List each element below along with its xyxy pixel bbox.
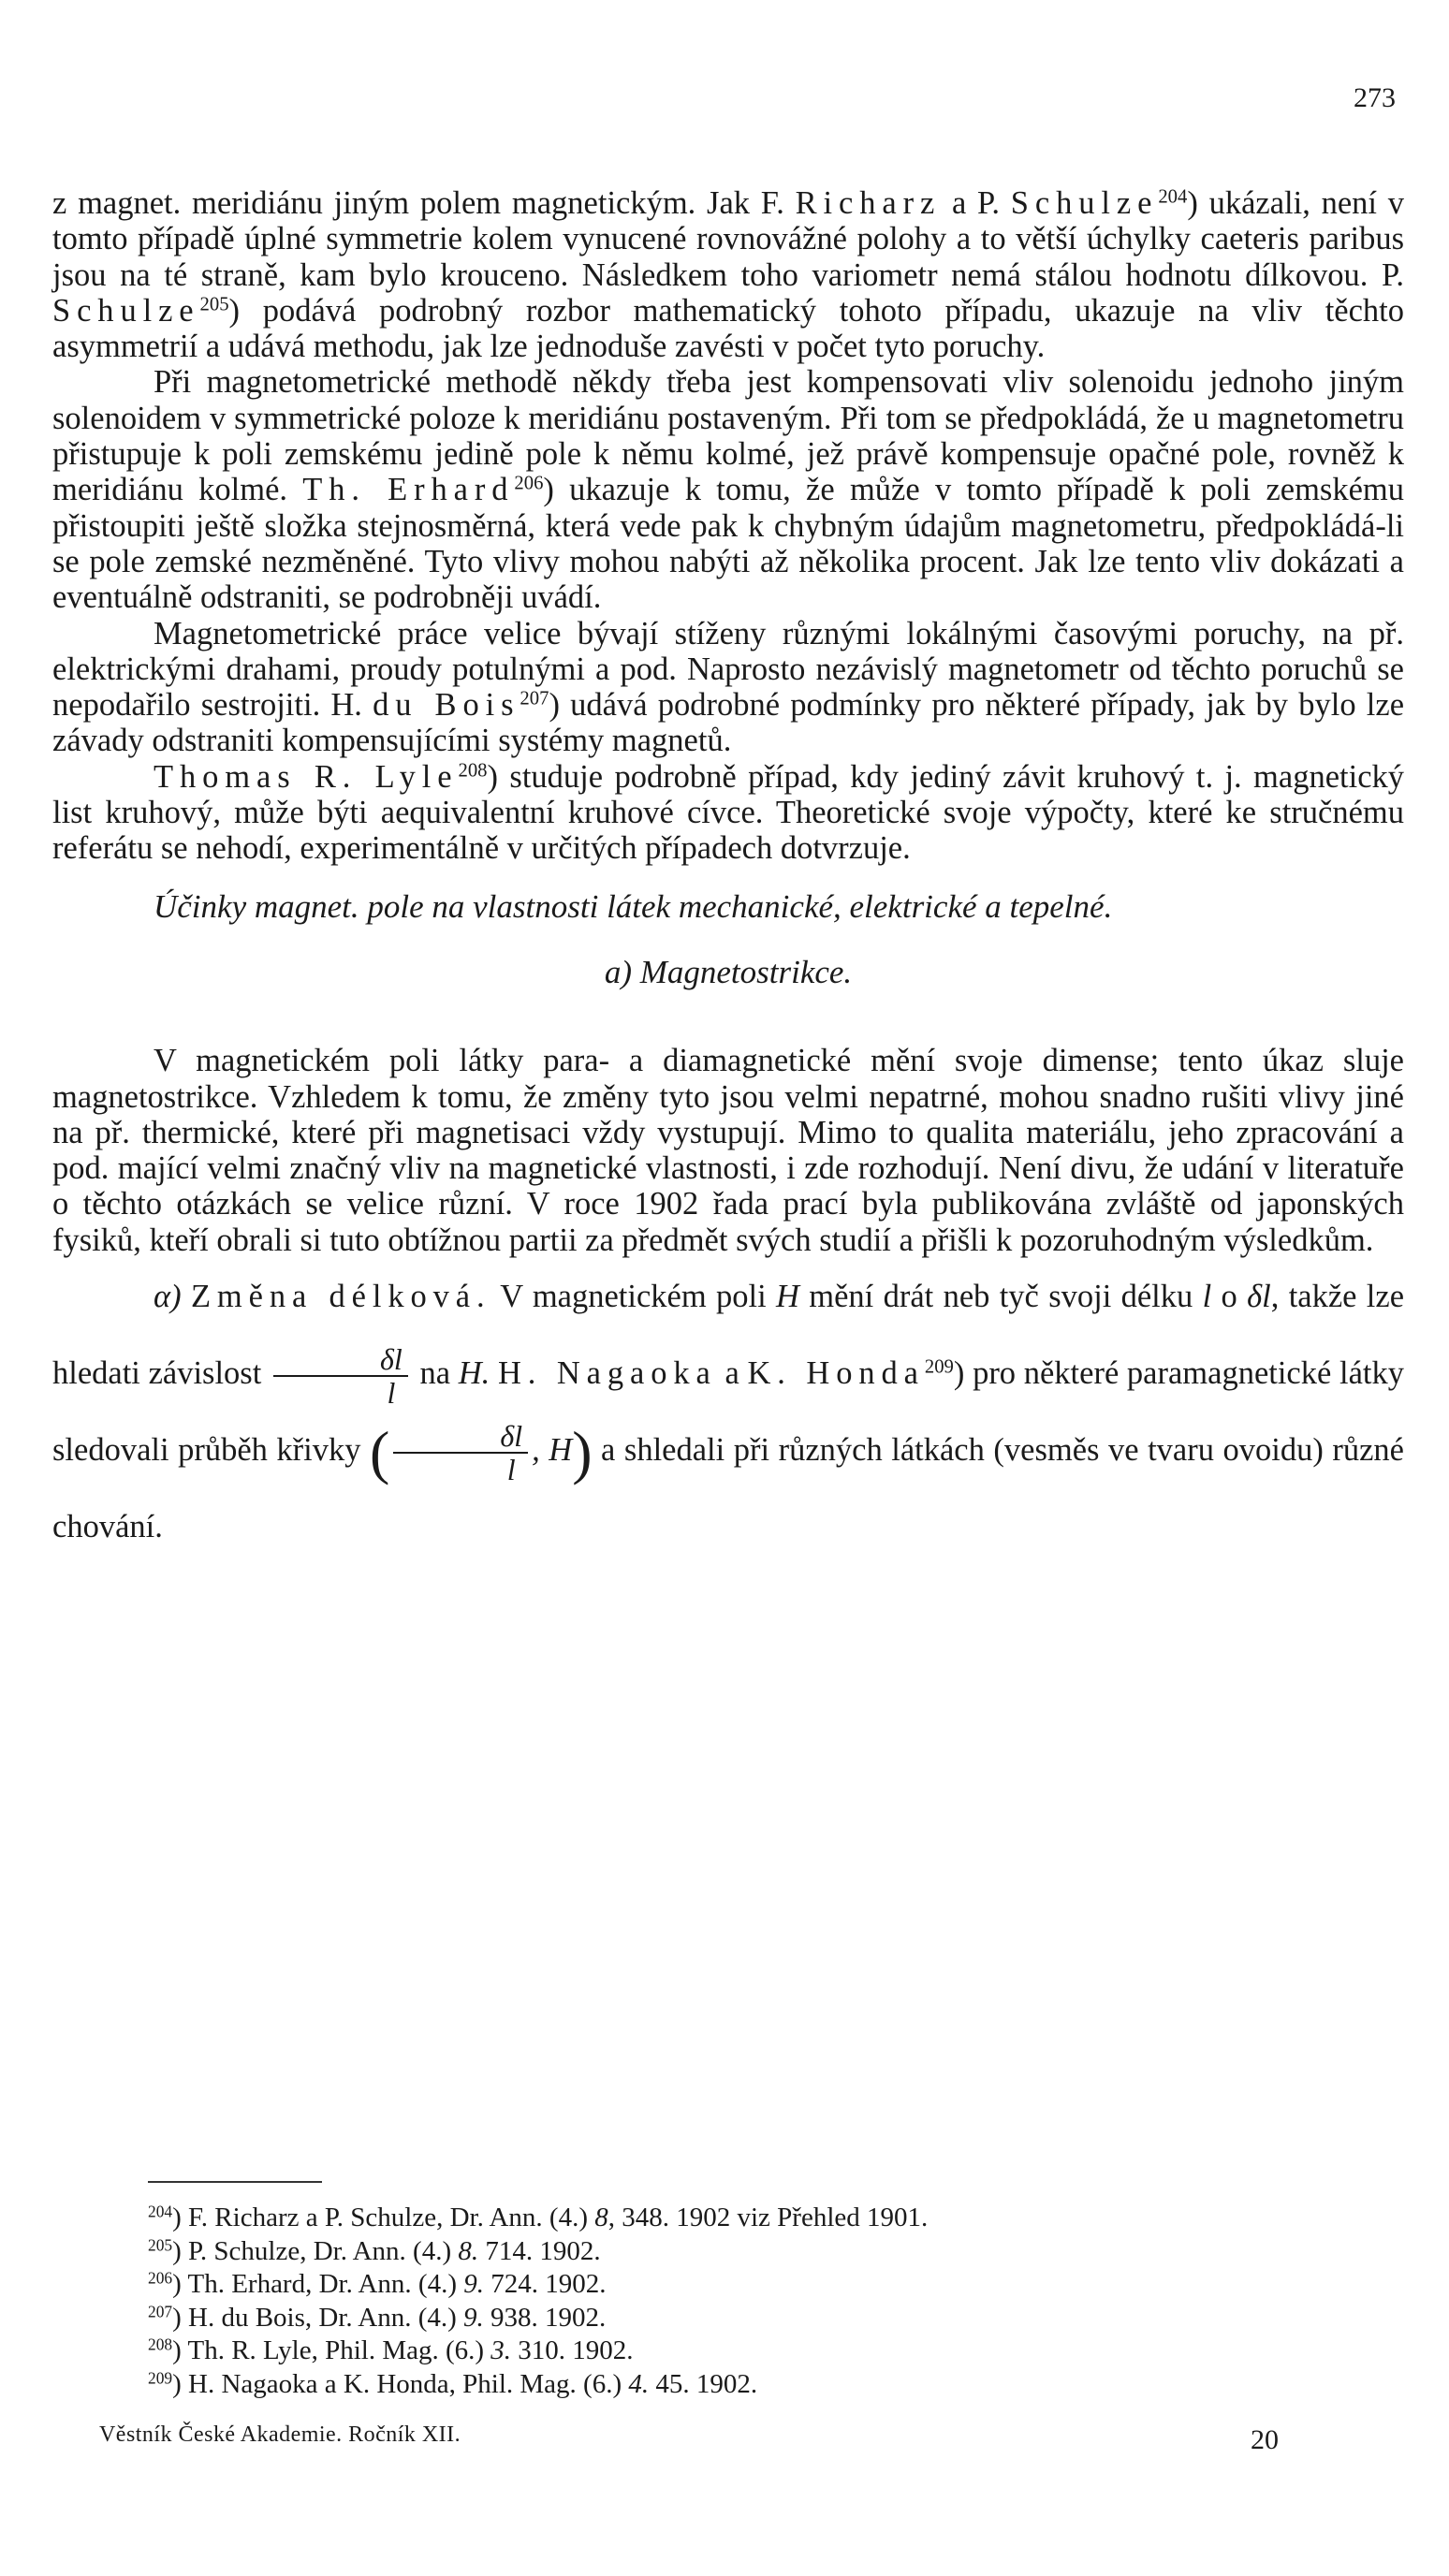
footnote-mark: 208 bbox=[148, 2334, 173, 2354]
footnote-text: ) H. Nagaoka a K. Honda, Phil. Mag. (6.) bbox=[172, 2368, 629, 2399]
section-heading: Účinky magnet. pole na vlastnosti látek mechanické, elektrické a tepelné. bbox=[154, 887, 1113, 925]
footnote-mark: 209 bbox=[148, 2367, 173, 2387]
paren-close: ) bbox=[572, 1419, 593, 1486]
text-run: ) studuje podrobně případ, kdy jediný závit kruhový t. j. magnetický list kruhový, může býti aequivalentní kruhové cívce. Theoretické svoje výpočty, které ke stručnému referátu se nehodí, experimentálně v určitých případech dotvrzuje. bbox=[52, 758, 1405, 867]
text-run: a shledali při různých látkách (vesměs ve tvaru ovoidu) různé chování. bbox=[52, 1432, 1404, 1545]
math-symbol: l bbox=[1202, 1279, 1212, 1315]
text-run: ) ukazuje k tomu, že může v tomto případě k poli zemskému přistoupiti ještě složka stejnosměrná, která vede pak k chybným údajům magnetometru, předpokládá-li se pole zemské nezměněné. Tyto vlivy mohou nabýti až několika procent. Jak lze tento vliv dokázati a eventuálně odstraniti, se podrobněji uvádí. bbox=[52, 472, 1404, 616]
text-run: a bbox=[716, 1355, 748, 1392]
footnote-mark: 204 bbox=[148, 2202, 173, 2221]
spaced-title: Změna délková. bbox=[190, 1279, 491, 1315]
footnote-mark: 205 bbox=[148, 2234, 173, 2254]
footnote-206 bbox=[148, 2268, 1402, 2302]
footnote-mark: 207 bbox=[148, 2301, 173, 2320]
text-run: Při magnetometrické methodě někdy třeba jest kompensovati vliv solenoidu jednoho jiným solenoidem v symmetrické poloze k meridiánu postaveným. Při tom se předpokládá, že u magnetometru přistupuje k poli zemskému jedině pole k němu kolmé, jež právě kompensuje opačné pole, rovněž k meridiánu kolmé. bbox=[52, 364, 1404, 508]
footnote-204 bbox=[148, 2202, 1402, 2235]
paragraph-2 bbox=[52, 364, 1404, 615]
math-symbol: , H bbox=[532, 1432, 573, 1469]
footnote-ref: 206 bbox=[514, 474, 544, 494]
text-run: ) pro některé paramagnetické látky sledovali průběh křivky bbox=[52, 1355, 1404, 1469]
footnote-volume: 4. bbox=[628, 2368, 650, 2399]
text-run: z magnet. meridiánu jiným polem magnetickým. Jak F. bbox=[52, 185, 796, 221]
text-run: Magnetometrické práce velice bývají stíženy různými lokálnými časovými poruchy, na př. elektrickými drahami, proudy potulnými a pod. Naprosto nezávislý magnetometr od těchto poruchů se nepodařilo sestrojiti. H. bbox=[52, 615, 1404, 724]
footnotes bbox=[148, 2202, 1402, 2401]
footnote-rule bbox=[148, 2181, 322, 2183]
text-run: ) podává podrobný rozbor mathematický tohoto případu, ukazuje na vliv těchto asymmetrií a udává methodu, jak lze jednoduše zavésti v počet tyto poruchy. bbox=[52, 292, 1404, 365]
fraction bbox=[393, 1420, 528, 1486]
footnote-volume: 8. bbox=[458, 2235, 479, 2266]
footnote-volume: 3. bbox=[490, 2335, 512, 2365]
text-run: mění drát neb tyč svoji délku bbox=[798, 1279, 1203, 1315]
text-run: V magnetickém poli bbox=[490, 1279, 777, 1315]
text-run: na bbox=[411, 1355, 459, 1392]
footnote-ref: 205 bbox=[199, 294, 229, 315]
footnote-text: 310. 1902. bbox=[511, 2335, 634, 2365]
author-name: Thomas R. Lyle bbox=[154, 758, 459, 795]
paragraph-6 bbox=[52, 1258, 1404, 1565]
footnote-text: 724. 1902. bbox=[484, 2269, 607, 2299]
signature-number: 20 bbox=[1251, 2424, 1279, 2455]
footnote-text: ) Th. R. Lyle, Phil. Mag. (6.) bbox=[172, 2335, 491, 2365]
author-name: du Bois bbox=[373, 687, 520, 724]
fraction bbox=[273, 1343, 408, 1409]
author-name: H. Nagaoka bbox=[497, 1355, 717, 1392]
footnote-text: ) Th. Erhard, Dr. Ann. (4.) bbox=[172, 2269, 464, 2299]
fraction-denominator: l bbox=[387, 1376, 396, 1411]
fraction-numerator: δl bbox=[393, 1420, 528, 1454]
footnote-209 bbox=[148, 2368, 1402, 2402]
footnote-text: ) P. Schulze, Dr. Ann. (4.) bbox=[172, 2235, 459, 2266]
subsection-heading: a) Magnetostrikce. bbox=[604, 953, 853, 990]
author-name: Schulze bbox=[52, 292, 200, 329]
fraction-numerator: δl bbox=[273, 1343, 408, 1377]
paragraph-5: V magnetickém poli látky para- a diamagnetické mění svoje dimense; tento úkaz sluje magnetostrikce. Vzhledem k tomu, že změny tyto jsou velmi nepatrné, mohou snadno rušiti vlivy jiné na př. thermické, které při magnetisaci vždy vystupují. Mimo to qualita materiálu, jeho zpracování a pod. mající velmi značný vliv na magnetické vlastnosti, i zde rozhodují. Není divu, že udání v literatuře o těchto otázkách se velice různí. V roce 1902 řada prací byla publikována zvláště od japonských fysiků, kteří obrali si tuto obtížnou partii za předmět svých studií a přišli k pozoruhodným výsledkům. bbox=[52, 1043, 1404, 1258]
footnote-mark: 206 bbox=[148, 2268, 173, 2288]
fraction-denominator: l bbox=[506, 1453, 516, 1487]
author-name: K. Honda bbox=[747, 1355, 925, 1392]
main-text bbox=[52, 185, 1404, 1565]
author-name: Schulze bbox=[1010, 185, 1159, 221]
math-symbol: H bbox=[776, 1279, 799, 1315]
footnote-text: 714. 1902. bbox=[478, 2235, 601, 2266]
paragraph-3 bbox=[52, 616, 1404, 759]
text-run: a P. bbox=[941, 185, 1011, 221]
text-run: o bbox=[1211, 1279, 1248, 1315]
footnote-volume: 9. bbox=[463, 2269, 484, 2299]
math-symbol: H. bbox=[458, 1355, 490, 1392]
footnote-208 bbox=[148, 2334, 1402, 2368]
footnote-ref: 204 bbox=[1158, 186, 1188, 208]
text-run: ) udává podrobné podmínky pro některé případy, jak by bylo lze závady odstraniti kompensujícími systémy magnetů. bbox=[52, 687, 1405, 759]
footnote-207 bbox=[148, 2302, 1402, 2335]
journal-footer: Věstník České Akademie. Ročník XII. bbox=[99, 2422, 461, 2447]
footnote-ref: 207 bbox=[520, 688, 549, 710]
author-name: Th. Erhard bbox=[302, 472, 515, 508]
footnote-205 bbox=[148, 2235, 1402, 2269]
math-symbol: δl bbox=[1247, 1279, 1271, 1315]
footnote-volume: 9. bbox=[463, 2302, 484, 2333]
text-run: , takže lze hledati závislost bbox=[52, 1279, 1405, 1392]
footnote-text: , 348. 1902 viz Přehled 1901. bbox=[607, 2203, 929, 2232]
paragraph-4 bbox=[52, 759, 1404, 867]
footnote-volume: 8 bbox=[594, 2203, 608, 2232]
item-label: α) bbox=[154, 1279, 182, 1315]
footnote-text: 938. 1902. bbox=[483, 2302, 607, 2333]
paren-open: ( bbox=[370, 1419, 390, 1486]
footnote-text: ) H. du Bois, Dr. Ann. (4.) bbox=[172, 2302, 464, 2333]
footnote-text: 45. 1902. bbox=[649, 2368, 758, 2399]
page-number: 273 bbox=[1354, 82, 1396, 113]
footnote-ref: 209 bbox=[924, 1356, 954, 1378]
footnote-ref: 208 bbox=[458, 760, 488, 782]
paragraph-1 bbox=[52, 185, 1404, 364]
text-run bbox=[490, 1355, 498, 1391]
text-run: ) ukázali, není v tomto případě úplné symmetrie kolem vynucené rovnovážné polohy a to větší úchylky caeteris paribus jsou na té straně, kam bylo krouceno. Následkem toho variometr nemá stálou hodnotu dílkovou. P. bbox=[52, 185, 1404, 293]
author-name: Richarz bbox=[795, 185, 942, 221]
footnote-text: ) F. Richarz a P. Schulze, Dr. Ann. (4.) bbox=[172, 2203, 595, 2232]
